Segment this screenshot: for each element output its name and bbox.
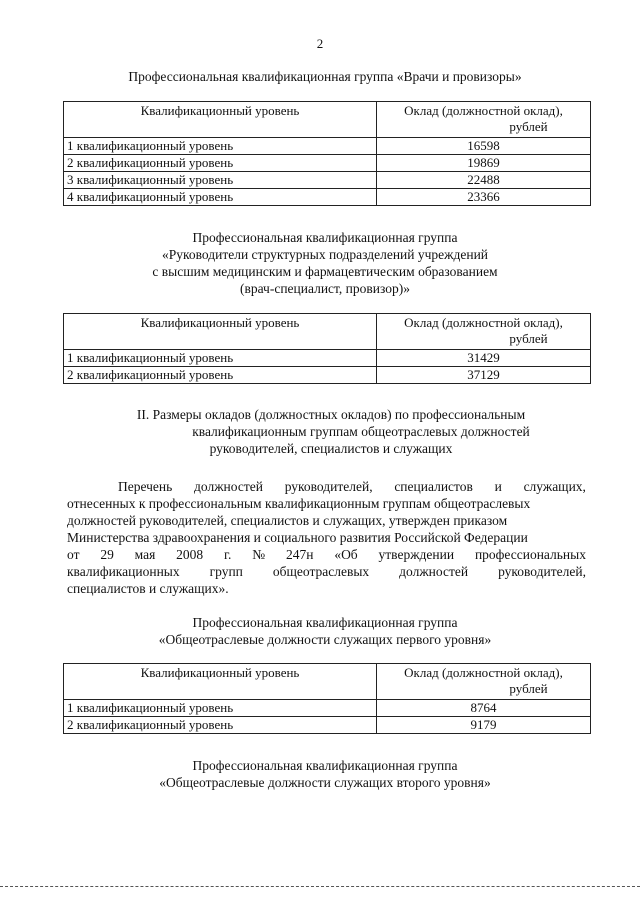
group1-title: Профессиональная квалификационная группа «Врачи и провизоры» [128,69,522,84]
level-cell: 1 квалификационный уровень [64,138,377,155]
level-cell: 4 квалификационный уровень [64,189,377,206]
level-cell: 3 квалификационный уровень [64,172,377,189]
salary-cell: 22488 [377,172,591,189]
salary-cell: 8764 [377,700,591,717]
level-cell: 1 квалификационный уровень [64,350,377,367]
group3-title: Профессиональная квалификационная группа «Общеотраслевые должности служащих первого уровня» [158,615,492,647]
table-header-row [64,102,591,138]
table-row [64,138,591,155]
level-cell: 2 квалификационный уровень [64,155,377,172]
paragraph-line: от 29 мая 2008 г. № 247н «Об утверждении профессиональных [67,547,586,562]
salary-cell: 37129 [377,367,591,384]
salary-cell: 31429 [377,350,591,367]
table-row [64,367,591,384]
table-row [64,350,591,367]
salary-cell: 16598 [377,138,591,155]
table-header-row [64,664,591,700]
group2-title: Профессиональная квалификационная группа «Руководители структурных подразделений учреждений с высшим медицинским и фармацевтическим образованием (врач-специалист, провизор)» [152,230,498,296]
paragraph-line: квалификационных групп общеотраслевых должностей руководителей, [67,564,586,579]
paragraph-line: Министерства здравоохранения и социального развития Российской Федерации [67,530,528,545]
table-row [64,717,591,734]
level-cell: 2 квалификационный уровень [64,367,377,384]
paragraph-line: специалистов и служащих». [67,581,229,596]
section2-title: II. Размеры окладов (должностных окладов) по профессиональным квалификационным группам общеотраслевых должностей руководителей, специалистов и служащих [136,407,530,456]
header-salary: Оклад (должностной оклад), рублей [377,102,591,138]
table-row [64,189,591,206]
table-row [64,700,591,717]
header-level: Квалификационный уровень [64,314,377,350]
page-number: 2 [316,36,324,51]
group4-title: Профессиональная квалификационная группа «Общеотраслевые должности служащих второго уровня» [159,758,491,790]
table-row [64,155,591,172]
salary-cell: 19869 [377,155,591,172]
header-salary: Оклад (должностной оклад), рублей [377,314,591,350]
page-bottom-rule [0,886,640,887]
paragraph-line: отнесенных к профессиональным квалификационным группам общеотраслевых [67,496,531,511]
salary-cell: 9179 [377,717,591,734]
header-level: Квалификационный уровень [64,664,377,700]
group2-table [63,313,591,384]
level-cell: 2 квалификационный уровень [64,717,377,734]
group3-table [63,663,591,734]
table-header-row [64,314,591,350]
paragraph-line: должностей руководителей, специалистов и служащих, утвержден приказом [67,513,508,528]
header-level: Квалификационный уровень [64,102,377,138]
body-paragraph [67,478,586,597]
header-salary: Оклад (должностной оклад), рублей [377,664,591,700]
table-row [64,172,591,189]
salary-cell: 23366 [377,189,591,206]
group1-table [63,101,591,206]
level-cell: 1 квалификационный уровень [64,700,377,717]
paragraph-line: Перечень должностей руководителей, специалистов и служащих, [118,479,586,494]
